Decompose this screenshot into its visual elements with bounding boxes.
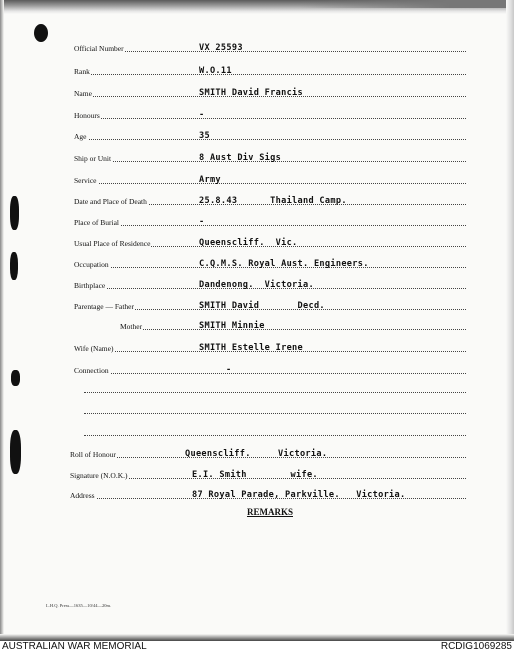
- field-value: Army: [199, 175, 221, 185]
- archive-banner: [0, 641, 514, 654]
- field-parentage-mother: [120, 318, 466, 332]
- field-label: Connection: [74, 366, 109, 375]
- field-value: W.O.11: [199, 66, 232, 76]
- scan-right-edge: [506, 0, 514, 641]
- field-label: Name: [74, 89, 92, 98]
- field-value: Dandenong. Victoria.: [199, 280, 314, 290]
- field-value: SMITH David Decd.: [199, 301, 325, 311]
- field-label: Service: [74, 176, 97, 185]
- field-label: Wife (Name): [74, 344, 114, 353]
- binding-mark-4: [10, 430, 21, 474]
- dotted-leader: [74, 183, 466, 184]
- field-service: [74, 172, 466, 186]
- dotted-leader: [74, 51, 466, 52]
- field-label: Age: [74, 132, 87, 141]
- field-value: SMITH Estelle Irene: [199, 343, 304, 353]
- punch-hole-top: [34, 24, 48, 42]
- field-place-of-burial: [74, 214, 466, 228]
- scan-bottom-edge: [0, 634, 514, 641]
- field-value: SMITH Minnie: [199, 321, 265, 331]
- field-label: Official Number: [74, 44, 124, 53]
- field-label: Rank: [74, 67, 90, 76]
- field-value: Queenscliff. Vic.: [199, 238, 298, 248]
- field-name: [74, 85, 466, 99]
- field-signature-nok: [70, 467, 466, 481]
- field-value: Queenscliff. Victoria.: [185, 449, 328, 459]
- dotted-leader: [74, 118, 466, 119]
- field-label: Date and Place of Death: [74, 197, 147, 206]
- scan-left-edge: [0, 0, 4, 641]
- field-parentage-father: [74, 298, 466, 312]
- binding-mark-2: [10, 252, 18, 280]
- connection-continuation-line: [84, 391, 466, 393]
- connection-continuation-line: [84, 434, 466, 436]
- dotted-leader: [74, 139, 466, 140]
- field-age: [74, 128, 466, 142]
- field-roll-of-honour: [70, 446, 466, 460]
- field-value: VX 25593: [199, 43, 243, 53]
- field-label: Birthplace: [74, 281, 106, 290]
- field-value: -: [199, 110, 205, 120]
- field-label: Occupation: [74, 260, 109, 269]
- printer-imprint: L.H.Q. Press—1635—10/44—20m.: [46, 603, 112, 608]
- binding-mark-1: [10, 196, 19, 230]
- connection-continuation-line: [84, 412, 466, 414]
- dotted-leader: [74, 74, 466, 75]
- field-honours: [74, 107, 466, 121]
- field-value: E.I. Smith wife.: [192, 470, 318, 480]
- archive-name: AUSTRALIAN WAR MEMORIAL: [2, 641, 147, 652]
- field-ship-or-unit: [74, 150, 466, 164]
- field-value: -: [226, 365, 232, 375]
- field-value: 25.8.43 Thailand Camp.: [199, 196, 347, 206]
- field-value: -: [199, 217, 205, 227]
- field-label: Address: [70, 491, 95, 500]
- field-rank: [74, 63, 466, 77]
- field-label: Mother: [120, 322, 143, 331]
- field-label: Signature (N.O.K.): [70, 471, 128, 480]
- field-date-place-of-death: [74, 193, 466, 207]
- field-address: [70, 487, 466, 501]
- field-value: C.Q.M.S. Royal Aust. Engineers.: [199, 259, 369, 269]
- field-label: Ship or Unit: [74, 154, 112, 163]
- scan-top-edge: [0, 0, 514, 14]
- field-official-number: [74, 40, 466, 54]
- field-usual-residence: [74, 235, 466, 249]
- dotted-leader: [120, 329, 466, 330]
- field-connection: [74, 362, 466, 376]
- field-label: Parentage — Father: [74, 302, 134, 311]
- field-value: SMITH David Francis: [199, 88, 304, 98]
- field-label: Honours: [74, 111, 100, 120]
- field-value: 35: [199, 131, 210, 141]
- dotted-leader: [74, 225, 466, 226]
- field-label: Usual Place of Residence: [74, 239, 151, 248]
- field-label: Place of Burial: [74, 218, 119, 227]
- record-id: RCDIG1069285: [440, 641, 512, 652]
- remarks-heading: REMARKS: [246, 507, 293, 517]
- dotted-leader: [74, 373, 466, 374]
- field-occupation: [74, 256, 466, 270]
- field-wife-name: [74, 340, 466, 354]
- field-label: Roll of Honour: [70, 450, 116, 459]
- field-birthplace: [74, 277, 466, 291]
- binding-mark-3: [11, 370, 20, 386]
- field-value: 87 Royal Parade, Parkville. Victoria.: [192, 490, 406, 500]
- field-value: 8 Aust Div Sigs: [199, 153, 282, 163]
